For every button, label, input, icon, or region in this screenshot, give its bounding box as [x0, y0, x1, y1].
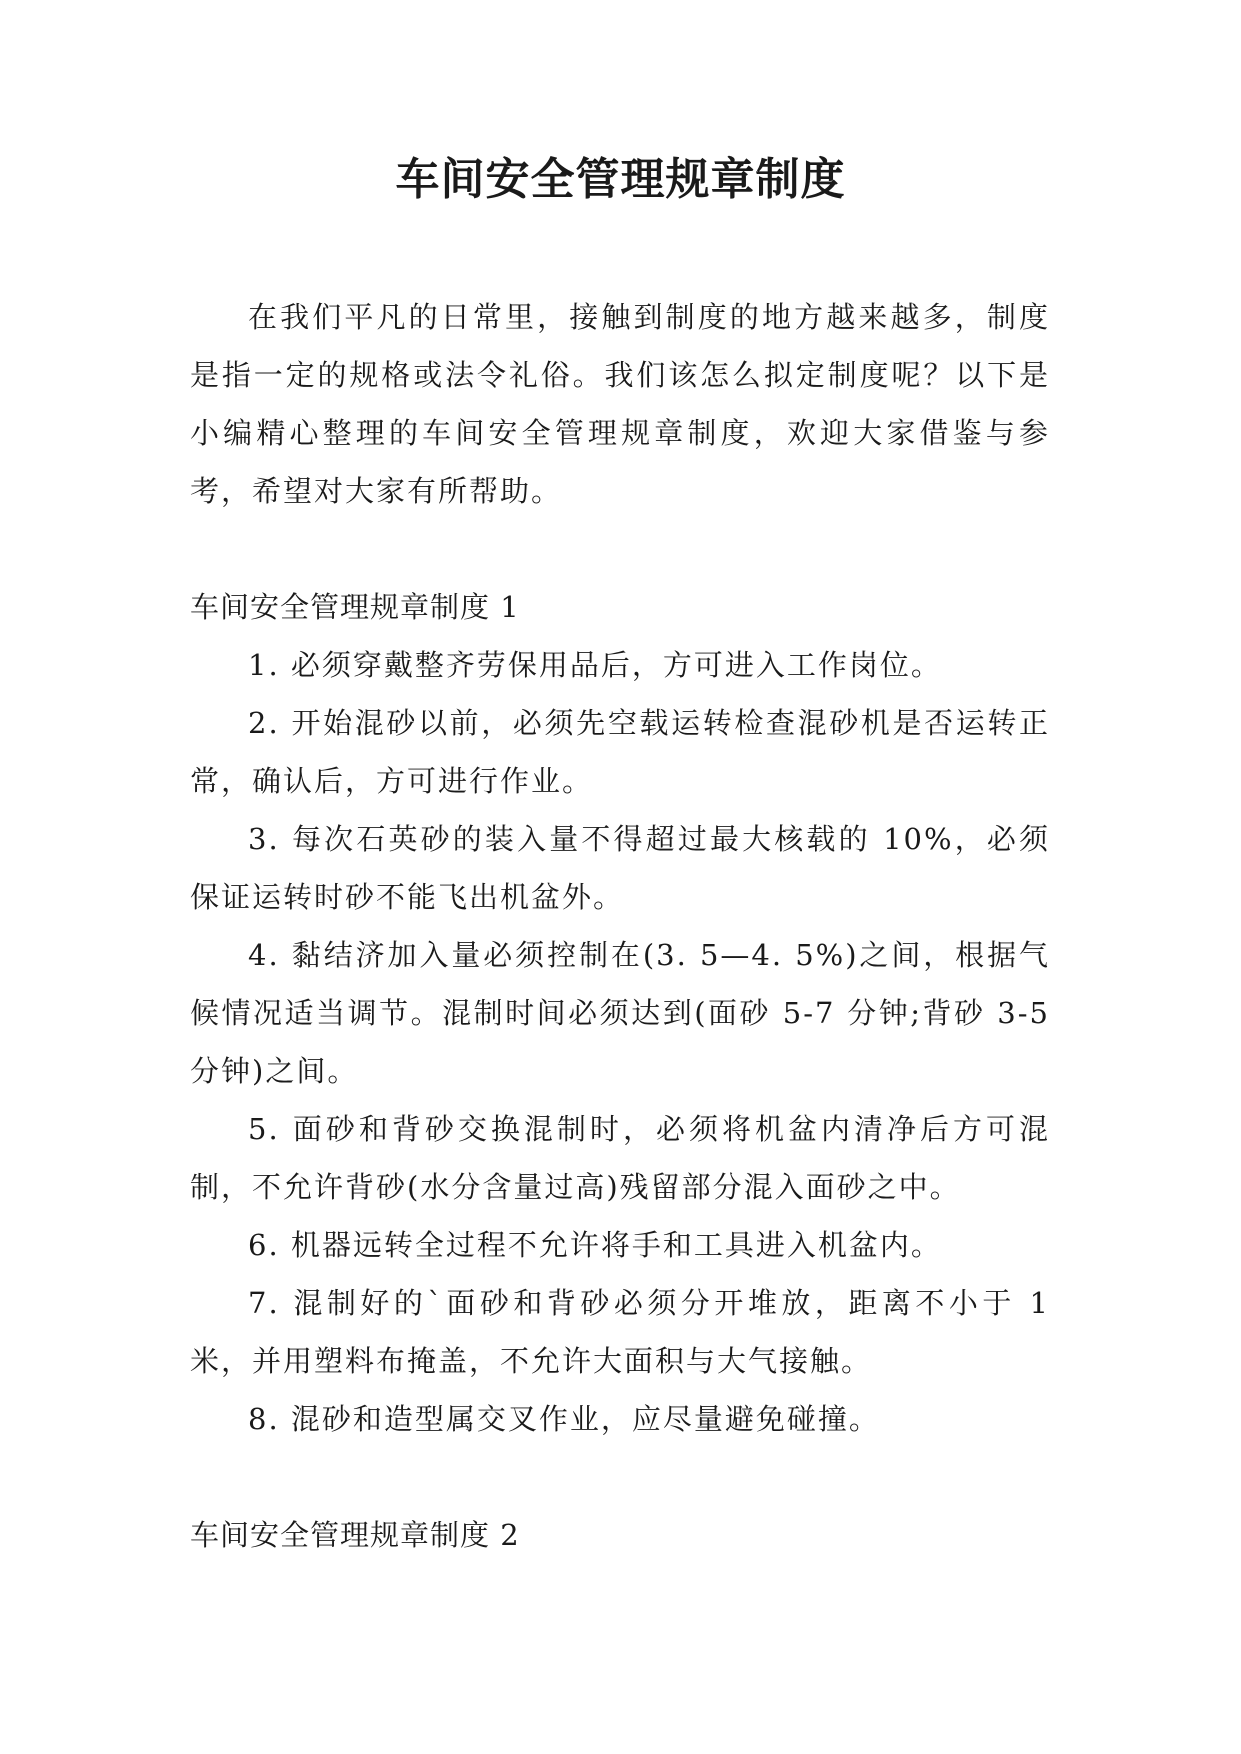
section-heading-2: 车间安全管理规章制度 2 [190, 1518, 520, 1552]
rule-item-1: 1. 必须穿戴整齐劳保用品后，方可进入工作岗位。 [248, 648, 942, 682]
document-title: 车间安全管理规章制度 [395, 154, 846, 205]
section-heading-1: 车间安全管理规章制度 1 [190, 590, 520, 624]
spacer [190, 1448, 1050, 1506]
rule-item-8: 8. 混砂和造型属交叉作业，应尽量避免碰撞。 [248, 1402, 880, 1436]
rule-item-7: 7. 混制好的`面砂和背砂必须分开堆放，距离不小于 1 米，并用塑料布掩盖，不允许大面积与大气接触。 [190, 1286, 1050, 1378]
intro-paragraph: 在我们平凡的日常里，接触到制度的地方越来越多，制度是指一定的规格或法令礼俗。我们该怎么拟定制度呢？以下是小编精心整理的车间安全管理规章制度，欢迎大家借鉴与参考，希望对大家有所帮助。 [190, 300, 1050, 508]
rule-item-4: 4. 黏结济加入量必须控制在(3. 5—4. 5%)之间，根据气候情况适当调节。混制时间必须达到(面砂 5-7 分钟;背砂 3-5 分钟)之间。 [190, 938, 1050, 1088]
rule-item-5: 5. 面砂和背砂交换混制时，必须将机盆内清净后方可混制，不允许背砂(水分含量过高)残留部分混入面砂之中。 [190, 1112, 1050, 1204]
document-body [190, 288, 1050, 1564]
spacer [190, 520, 1050, 578]
rule-item-3: 3. 每次石英砂的装入量不得超过最大核载的 10%，必须保证运转时砂不能飞出机盆外。 [190, 822, 1050, 914]
rule-item-2: 2. 开始混砂以前，必须先空载运转检查混砂机是否运转正常，确认后，方可进行作业。 [190, 706, 1050, 798]
rule-item-6: 6. 机器远转全过程不允许将手和工具进入机盆内。 [248, 1228, 942, 1262]
